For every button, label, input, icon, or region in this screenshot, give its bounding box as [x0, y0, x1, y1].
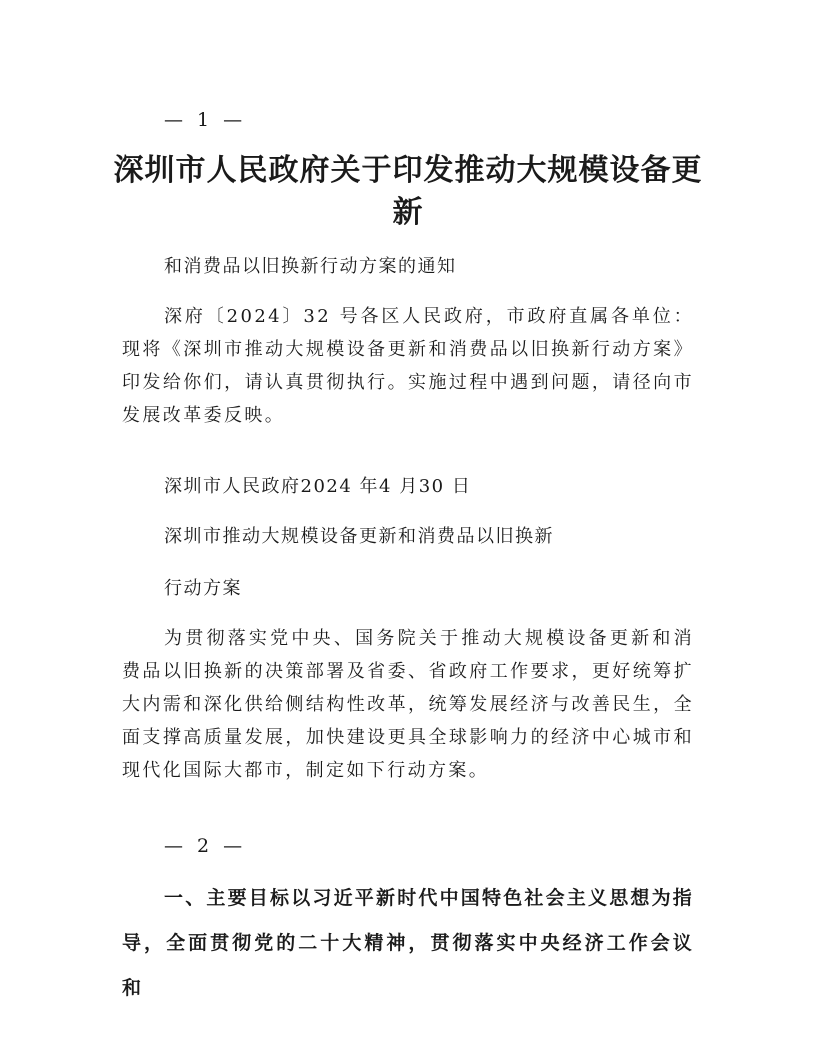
notice-paragraph: 深府〔2024〕32 号各区人民政府，市政府直属各单位：现将《深圳市推动大规模设备更新和消费品以旧换新行动方案》印发给你们，请认真贯彻执行。实施过程中遇到问题，请径向市发展改革委反映。 [122, 306, 694, 426]
page-number-marker: — 2 — [164, 835, 247, 857]
plan-title-line-2: 行动方案 [164, 578, 242, 599]
section-one-paragraph: 一、主要目标以习近平新时代中国特色社会主义思想为指导，全面贯彻党的二十大精神，贯彻落实中央经济工作会议和 [122, 887, 695, 999]
document-title-line-1: 深圳市人民政府关于印发推动大规模设备更 [113, 153, 703, 188]
plan-title-line-1: 深圳市推动大规模设备更新和消费品以旧换新 [164, 526, 554, 547]
document-title-line-2: 新 [392, 195, 424, 230]
signature-line: 深圳市人民政府2024 年4 月30 日 [164, 476, 472, 497]
page-number-marker: — 1 — [164, 109, 247, 131]
intro-paragraph: 为贯彻落实党中央、国务院关于推动大规模设备更新和消费品以旧换新的决策部署及省委、省政府工作要求，更好统筹扩大内需和深化供给侧结构性改革，统筹发展经济与改善民生，全面支撑高质量发展，加快建设更具全球影响力的经济中心城市和现代化国际大都市，制定如下行动方案。 [122, 628, 694, 781]
document-subtitle: 和消费品以旧换新行动方案的通知 [164, 256, 457, 277]
